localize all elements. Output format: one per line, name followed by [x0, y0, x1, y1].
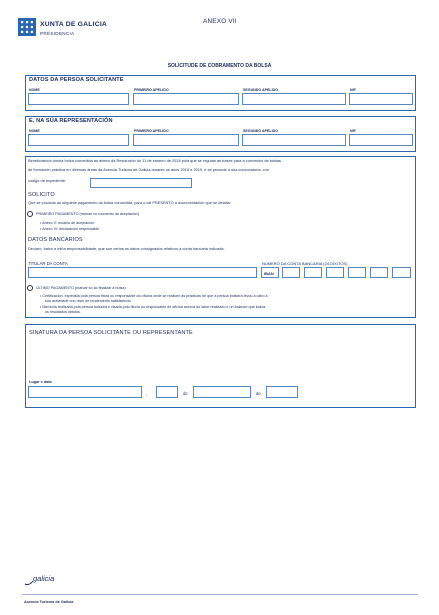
last-item-1-cont: súa actividade cun nivel de rendemento satisfactorio. [45, 299, 132, 303]
representative-nif-input[interactable] [349, 134, 413, 146]
bank-text: Declaro, baixo a miña responsabilidade, que son certos os datos consignados relativos á conta bancaria indicada. [28, 246, 225, 251]
holder-label: TITULAR DA CONTA [28, 261, 68, 266]
xunta-cross-icon [18, 18, 36, 36]
account-digits-input-6[interactable] [392, 267, 411, 278]
month-input[interactable] [193, 386, 251, 398]
last-payment-label: ÚLTIMO PAGAMENTO (marcar só ao finalizar a bolsa) [36, 286, 126, 290]
request-text: Que se proceda ao seguinte pagamento da bolsa concedida, para o cal PRESENTO a documentación que se detalla: [28, 200, 231, 205]
applicant-nif-label: NIF [350, 88, 356, 92]
intro-line-2: de formación práctica en diversas áreas da Axencia Turismo de Galicia durante os anos 2018 e 2019, e se procede á súa convocatoria, con [28, 167, 269, 172]
xunta-logo [18, 18, 36, 36]
first-item-1: • Anexo V: modelo de aceptación [40, 221, 95, 225]
last-item-2-cont: os resultados obtidos. [45, 310, 81, 314]
document-title: SOLICITUDE DE COBRAMENTO DA BOLSA [167, 63, 272, 69]
comma-separator: , [146, 391, 148, 396]
iban-label: IBAN [264, 271, 274, 276]
file-code-input[interactable] [90, 178, 192, 188]
last-item-2: • Memoria realizada pola persoa bolseira e visada polo titor/a ou responsable de oficina acerca do labor realizado e un balance que inclúa [40, 305, 266, 309]
galicia-logo-text: galicia [33, 574, 55, 583]
representative-nif-label: NIF [350, 129, 356, 133]
last-item-1: • Certificación, expedida pola persoa titora ou responsable da oficina onde se realicen as prácticas de que a persoa bolseira levou a cabo a [40, 294, 268, 298]
intro-line-3: código de expediente: [28, 178, 67, 183]
representative-title: E, NA SÚA REPRESENTACIÓN [29, 118, 113, 124]
representative-surname1-label: PRIMEIRO APELIDO [134, 129, 169, 133]
place-date-label: Lugar e data [29, 380, 52, 384]
last-payment-radio[interactable] [27, 285, 33, 291]
first-item-2-text: Anexo VI: declaración responsable [42, 227, 100, 231]
representative-surname2-label: SEGUNDO APELIDO [243, 129, 279, 133]
last-item-2-text: Memoria realizada pola persoa bolseira e visada polo titor/a ou responsable de oficina acerca do labor realizado e un balance que inclúa [42, 305, 266, 309]
first-item-2: • Anexo VI: declaración responsable [40, 227, 100, 231]
applicant-surname2-input[interactable] [242, 93, 346, 105]
annex-label: ANEXO VII [203, 18, 237, 25]
signature-title: SINATURA DA PERSOA SOLICITANTE OU REPRESENTANTE [29, 330, 193, 336]
first-payment-label: PRIMEIRO PAGAMENTO (marcar no momento da aceptación) [36, 212, 139, 216]
applicant-surname1-input[interactable] [133, 93, 239, 105]
brand-subtitle: PRESIDENCIA [40, 31, 75, 36]
applicant-title: DATOS DA PERSOA SOLICITANTE [29, 77, 124, 83]
account-digits-input-5[interactable] [370, 267, 388, 278]
footer-agency: Axencia Turismo de Galicia [24, 600, 74, 604]
account-digits-input-1[interactable] [282, 267, 300, 278]
intro-line-1: Beneficiario/a dunha bolsa concedida ao abeiro da Resolución do 11 de xaneiro de 2018 pola que se regulan as bases para a concesión de bolsas [28, 158, 281, 163]
account-label: NÚMERO DA CONTA BANCARIA (24 DÍXITOS) [262, 261, 348, 266]
first-item-1-text: Anexo V: modelo de aceptación [42, 221, 95, 225]
applicant-name-input[interactable] [28, 93, 129, 105]
last-item-1-text: Certificación, expedida pola persoa titora ou responsable da oficina onde se realicen as prácticas de que a persoa bolseira levou a cabo a [42, 294, 268, 298]
brand-title: XUNTA DE GALICIA [40, 21, 108, 28]
footer-divider [22, 594, 418, 595]
representative-surname2-input[interactable] [242, 134, 346, 146]
bank-title: DATOS BANCARIOS [28, 237, 83, 243]
day-input[interactable] [156, 386, 178, 398]
de-separator-2: de [256, 391, 261, 396]
applicant-surname2-label: SEGUNDO APELIDO [243, 88, 279, 92]
representative-surname1-input[interactable] [133, 134, 239, 146]
applicant-surname1-label: PRIMEIRO APELIDO [134, 88, 169, 92]
place-input[interactable] [28, 386, 142, 398]
de-separator-1: de [183, 391, 188, 396]
request-title: SOLICITO [28, 192, 55, 198]
applicant-name-label: NOME [29, 88, 40, 92]
year-input[interactable] [266, 386, 298, 398]
first-payment-radio[interactable] [27, 211, 33, 217]
account-holder-input[interactable] [28, 267, 257, 278]
account-digits-input-2[interactable] [304, 267, 322, 278]
representative-name-label: NOME [29, 129, 40, 133]
account-digits-input-4[interactable] [348, 267, 366, 278]
applicant-nif-input[interactable] [349, 93, 413, 105]
representative-name-input[interactable] [28, 134, 129, 146]
account-digits-input-3[interactable] [326, 267, 344, 278]
